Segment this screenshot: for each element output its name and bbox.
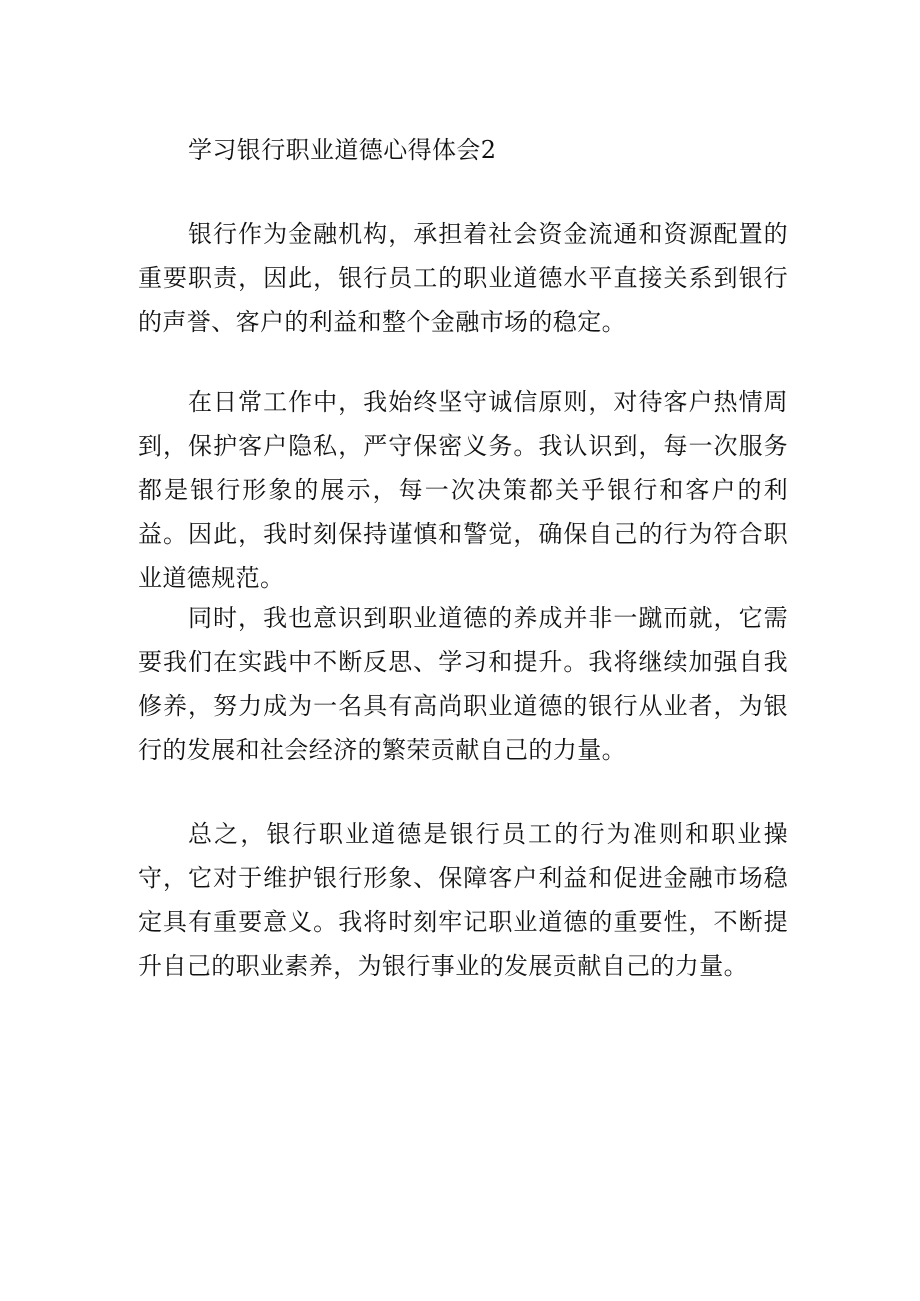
paragraph-3: 同时，我也意识到职业道德的养成并非一蹴而就，它需要我们在实践中不断反思、学习和提升。我将继续加强自我修养，努力成为一名具有高尚职业道德的银行从业者，为银行的发展和社会经济的繁荣贡献自己的力量。 (138, 604, 788, 764)
document-title: 学习银行职业道德心得体会2 (188, 136, 497, 164)
paragraph-1: 银行作为金融机构，承担着社会资金流通和资源配置的重要职责，因此，银行员工的职业道德水平直接关系到银行的声誉、客户的利益和整个金融市场的稳定。 (138, 220, 788, 336)
paragraph-4: 总之，银行职业道德是银行员工的行为准则和职业操守，它对于维护银行形象、保障客户利益和促进金融市场稳定具有重要意义。我将时刻牢记职业道德的重要性，不断提升自己的职业素养，为银行事业的发展贡献自己的力量。 (138, 820, 788, 980)
paragraph-2: 在日常工作中，我始终坚守诚信原则，对待客户热情周到，保护客户隐私，严守保密义务。我认识到，每一次服务都是银行形象的展示，每一次决策都关乎银行和客户的利益。因此，我时刻保持谨慎和警觉，确保自己的行为符合职业道德规范。 (138, 388, 788, 592)
